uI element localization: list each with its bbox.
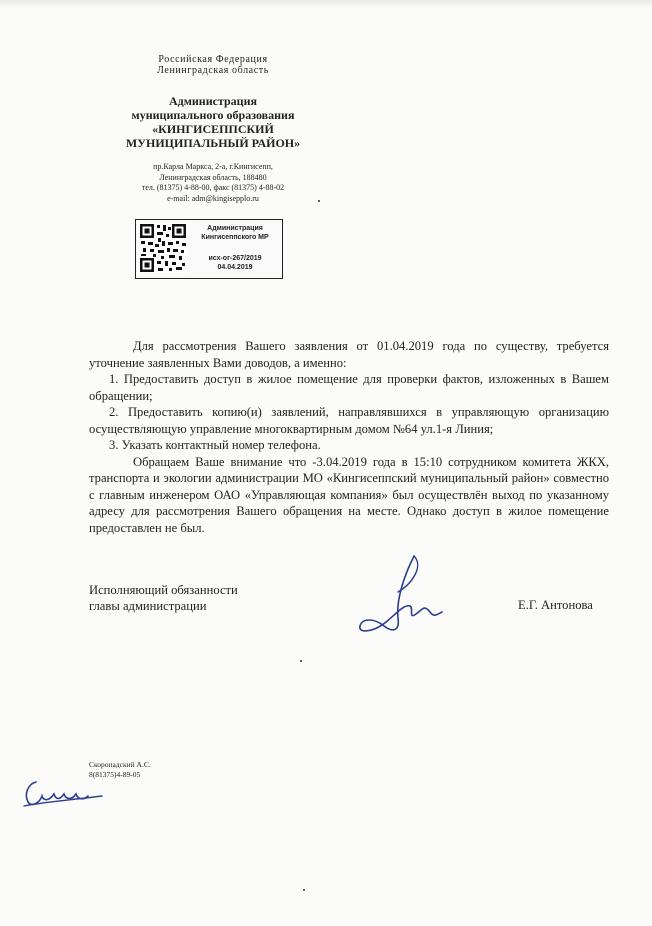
org-line: «КИНГИСЕППСКИЙ bbox=[152, 122, 274, 136]
address-line: тел. (81375) 4-88-00, факс (81375) 4-88-02 bbox=[141, 183, 285, 192]
org-line: МУНИЦИПАЛЬНЫЙ РАЙОН» bbox=[125, 136, 301, 150]
letterhead bbox=[95, 54, 331, 204]
qr-code-icon bbox=[139, 223, 187, 273]
stamp-reg-number: исх-ог-267/2019 bbox=[208, 255, 262, 262]
stamp-reg-date: 04.04.2019 bbox=[217, 263, 253, 271]
address-line: Ленинградская область, 188480 bbox=[159, 172, 267, 182]
letter-body bbox=[89, 338, 609, 536]
stamp-org-line: Кингисеппского МР bbox=[201, 233, 269, 241]
scan-shadow bbox=[0, 0, 652, 8]
signatory-name: Е.Г. Антонова bbox=[518, 598, 593, 612]
scan-speck bbox=[300, 660, 302, 662]
letterhead-country: Российская Федерация bbox=[158, 54, 268, 65]
letterhead-organization bbox=[95, 94, 331, 150]
signatory-title-line: главы администрации bbox=[89, 599, 207, 613]
intro-paragraph: Для рассмотрения Вашего заявления от 01.04.2019 года по существу, требуется уточнение заявленных Вами доводов, а именно: bbox=[89, 339, 609, 370]
scan-speck bbox=[318, 200, 320, 202]
request-item: 2. Предоставить копию(и) заявлений, направлявшихся в управляющую организацию осуществляющую управление многоквартирным домом №64 ул.1-я Линия; bbox=[89, 405, 609, 436]
signatory-title-line: Исполняющий обязанности bbox=[89, 583, 238, 597]
signatory-title bbox=[89, 582, 238, 614]
registration-stamp bbox=[135, 219, 283, 279]
stamp-text bbox=[190, 225, 280, 272]
letterhead-address bbox=[95, 162, 331, 204]
org-line: Администрация bbox=[168, 94, 257, 108]
executor-phone: 8(81375)4-89-05 bbox=[89, 770, 141, 779]
address-line: пр.Карла Маркса, 2-а, г.Кингисепп, bbox=[153, 162, 273, 171]
request-item: 3. Указать контактный номер телефона. bbox=[109, 438, 321, 452]
org-line: муниципального образования bbox=[131, 108, 295, 122]
request-item: 1. Предоставить доступ в жилое помещение для проверки фактов, изложенных в Вашем обращении; bbox=[89, 372, 609, 403]
handwritten-signature bbox=[352, 548, 444, 640]
handwritten-initials bbox=[22, 776, 106, 810]
executor-name: Скоропадский А.С. bbox=[89, 760, 151, 769]
notice-paragraph: Обращаем Ваше внимание что -3.04.2019 года в 15:10 сотрудником комитета ЖКХ, транспорта и экологии администрации МО «Кингисеппский муниципальный район» совместно с главным инженером ОАО «Управляющая компания» был осуществлён выход по указанному адресу для рассмотрения Вашего обращения на месте. Однако доступ в жилое помещение предоставлен не был. bbox=[89, 454, 609, 535]
stamp-org-line: Администрация bbox=[207, 225, 263, 232]
email-line: e-mail: adm@kingisepplo.ru bbox=[167, 193, 259, 203]
letterhead-region: Ленинградская область bbox=[157, 65, 269, 76]
scan-speck bbox=[303, 889, 305, 891]
